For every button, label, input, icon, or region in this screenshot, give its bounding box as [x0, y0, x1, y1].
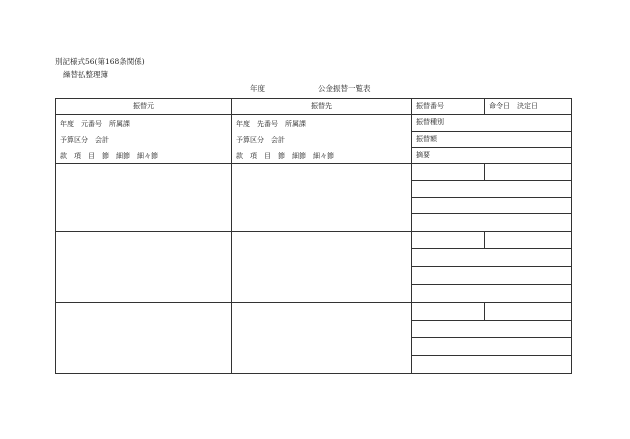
- dest-entry-cell[interactable]: [232, 164, 412, 232]
- transfer-type-label: 振替種別: [412, 115, 572, 131]
- ledger-name: 繰替払整理簿: [63, 70, 108, 79]
- transfer-form-table: [55, 98, 572, 374]
- source-info-line: 年度 元番号 所属課: [60, 120, 130, 129]
- date-cell[interactable]: [485, 302, 572, 320]
- source-info-line: 予算区分 会計: [60, 136, 109, 145]
- summary-cell[interactable]: [412, 284, 572, 302]
- dest-info-line: 款 項 目 節 細節 細々節: [236, 152, 334, 161]
- source-info-cell: [56, 115, 232, 164]
- document-title: 公金振替一覧表: [318, 84, 371, 93]
- source-entry-cell[interactable]: [56, 231, 232, 302]
- entry-row: [56, 302, 572, 320]
- transfer-type-cell[interactable]: [412, 180, 572, 197]
- summary-label: 摘要: [412, 147, 572, 163]
- source-entry-cell[interactable]: [56, 302, 232, 373]
- transfer-number-cell[interactable]: [412, 164, 485, 181]
- info-row: [56, 115, 572, 131]
- summary-cell[interactable]: [412, 356, 572, 374]
- transfer-amount-cell[interactable]: [412, 197, 572, 214]
- entry-row: [56, 164, 572, 181]
- order-decision-date-label: 命令日 決定日: [485, 99, 572, 115]
- date-cell[interactable]: [485, 164, 572, 181]
- transfer-number-cell[interactable]: [412, 302, 485, 320]
- dest-info-line: 年度 先番号 所属課: [236, 120, 306, 129]
- title-year-label: 年度: [250, 84, 265, 93]
- summary-cell[interactable]: [412, 214, 572, 231]
- entry-row: [56, 231, 572, 249]
- source-info-line: 款 項 目 節 細節 細々節: [60, 152, 158, 161]
- dest-info-cell: [232, 115, 412, 164]
- transfer-number-label: 振替番号: [412, 99, 485, 115]
- transfer-amount-label: 振替額: [412, 131, 572, 147]
- date-cell[interactable]: [485, 231, 572, 249]
- table-header-row: [56, 99, 572, 115]
- form-reference: 別記様式56(第168条関係): [55, 57, 145, 66]
- transfer-amount-cell[interactable]: [412, 267, 572, 285]
- transfer-type-cell[interactable]: [412, 320, 572, 338]
- transfer-number-cell[interactable]: [412, 231, 485, 249]
- dest-entry-cell[interactable]: [232, 231, 412, 302]
- source-entry-cell[interactable]: [56, 164, 232, 232]
- source-header: 振替元: [56, 99, 232, 115]
- dest-header: 振替先: [232, 99, 412, 115]
- transfer-type-cell[interactable]: [412, 249, 572, 267]
- dest-info-line: 予算区分 会計: [236, 136, 285, 145]
- transfer-amount-cell[interactable]: [412, 338, 572, 356]
- dest-entry-cell[interactable]: [232, 302, 412, 373]
